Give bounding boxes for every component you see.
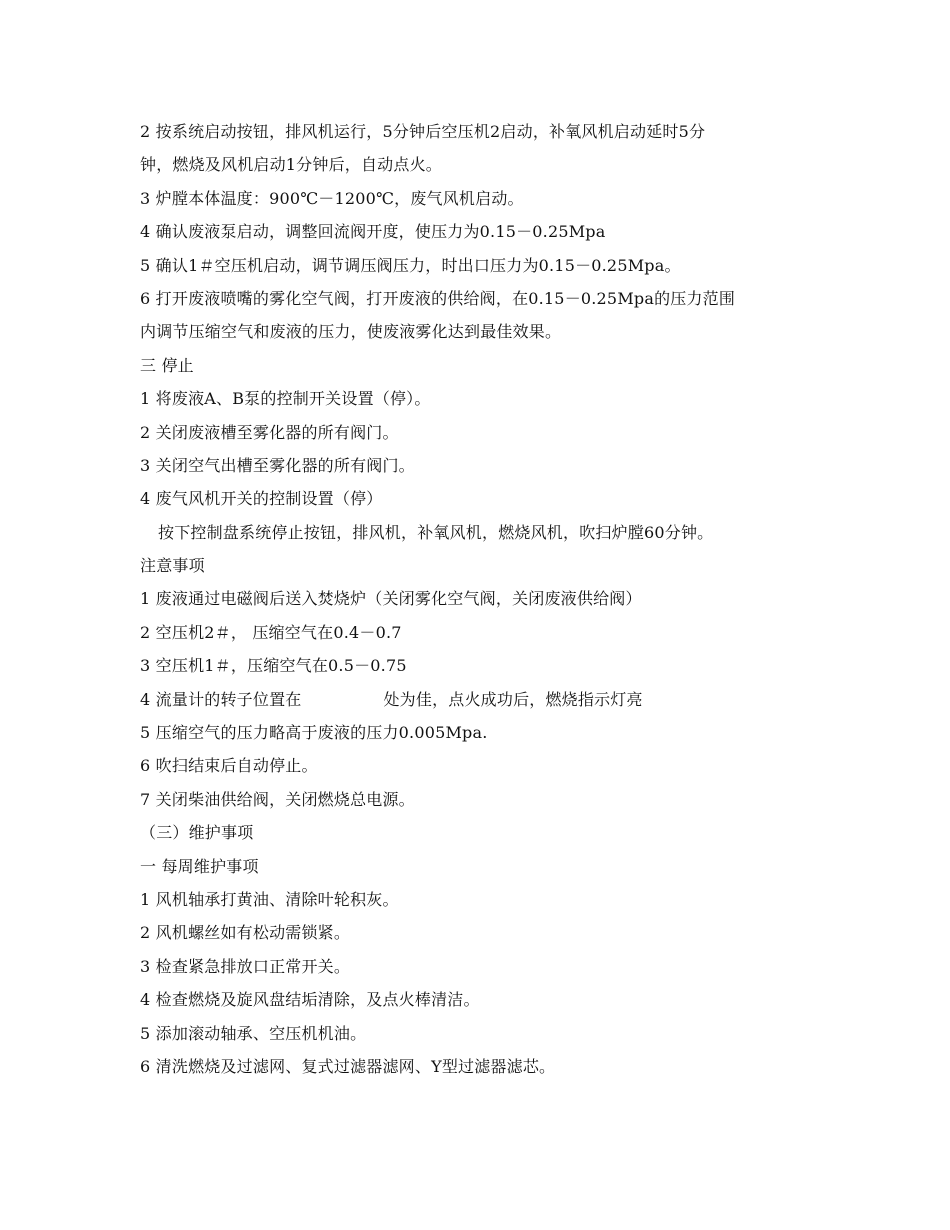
text-fragment: 4 流量计的转子位置在 (140, 689, 302, 709)
text-line: 3 空压机1＃，压缩空气在0.5－0.75 (140, 656, 407, 676)
text-line-with-gap (140, 683, 820, 716)
text-fragment: 处为佳，点火成功后，燃烧指示灯亮 (383, 689, 643, 709)
text-line: 5 压缩空气的压力略高于废液的压力0.005Mpa. (140, 723, 488, 743)
text-line: 1 风机轴承打黄油、清除叶轮积灰。 (140, 889, 399, 909)
text-line: 1 将废液A、B泵的控制开关设置（停）。 (140, 389, 431, 409)
text-line: 2 风机螺丝如有松动需锁紧。 (140, 923, 351, 943)
text-line: 按下控制盘系统停止按钮，排风机，补氧风机，燃烧风机，吹扫炉膛60分钟。 (158, 522, 714, 542)
text-line: 5 确认1＃空压机启动，调节调压阀压力，时出口压力为0.15－0.25Mpa。 (140, 255, 681, 275)
text-line: 6 吹扫结束后自动停止。 (140, 756, 318, 776)
section-heading-notes: 注意事项 (140, 556, 205, 576)
text-line: 6 清洗燃烧及过滤网、复式过滤器滤网、Y型过滤器滤芯。 (140, 1056, 556, 1076)
document-body (140, 115, 820, 1083)
section-heading-stop: 三 停止 (140, 355, 194, 375)
text-line: 5 添加滚动轴承、空压机机油。 (140, 1023, 367, 1043)
text-line: 3 炉膛本体温度：900℃－1200℃，废气风机启动。 (140, 188, 524, 208)
text-line: 内调节压缩空气和废液的压力，使废液雾化达到最佳效果。 (140, 322, 562, 342)
subsection-heading-weekly: 一 每周维护事项 (140, 856, 259, 876)
text-line: 2 关闭废液槽至雾化器的所有阀门。 (140, 422, 399, 442)
text-line: 2 按系统启动按钮，排风机运行，5分钟后空压机2启动，补氧风机启动延时5分 (140, 122, 706, 141)
text-line: 1 废液通过电磁阀后送入焚烧炉（关闭雾化空气阀，关闭废液供给阀） (140, 589, 642, 609)
text-line: 6 打开废液喷嘴的雾化空气阀，打开废液的供给阀，在0.15－0.25Mpa的压力范围 (140, 288, 736, 308)
text-line: 7 关闭柴油供给阀，关闭燃烧总电源。 (140, 789, 415, 809)
text-line: 3 关闭空气出槽至雾化器的所有阀门。 (140, 455, 415, 475)
section-heading-maintenance: （三）维护事项 (140, 823, 254, 843)
text-line: 2 空压机2＃， 压缩空气在0.4－0.7 (140, 622, 402, 642)
text-line: 4 确认废液泵启动，调整回流阀开度，使压力为0.15－0.25Mpa (140, 222, 606, 242)
text-line: 钟，燃烧及风机启动1分钟后，自动点火。 (140, 155, 442, 175)
text-line: 4 检查燃烧及旋风盘结垢清除，及点火棒清洁。 (140, 990, 480, 1010)
text-line: 3 检查紧急排放口正常开关。 (140, 956, 351, 976)
text-line: 4 废气风机开关的控制设置（停） (140, 489, 383, 509)
